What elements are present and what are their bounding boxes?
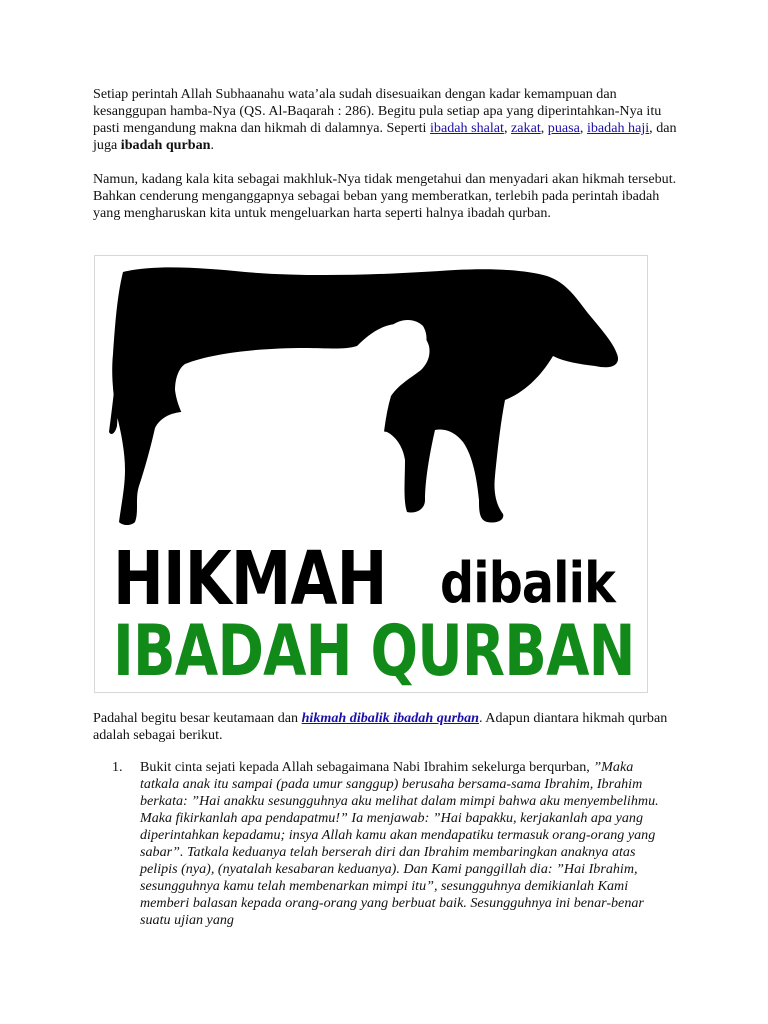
link-hikmah-text: hikmah dibalik ibadah qurban (301, 710, 479, 726)
separator-comma: , (503, 120, 512, 136)
paragraph-padahal (93, 710, 683, 744)
figure-title-line2 (113, 610, 648, 692)
qurban-illustration (94, 255, 648, 693)
paragraph-padahal-end: . Adapun diantara hikmah qurban adalah sebagai berikut. (93, 710, 668, 743)
link-puasa[interactable]: puasa (547, 120, 580, 136)
paragraph-namun: Namun, kadang kala kita sebagai makhluk-Nya tidak mengetahui dan menyadari akan hikmah tersebut. Bahkan cenderung menganggapnya sebagai beban yang memberatkan, terlebih pada perintah ibadah yang mengharuskan kita untuk mengeluarkan harta seperti halnya ibadah qurban. (93, 171, 677, 221)
list-item-number: 1. (112, 759, 123, 775)
link-ibadah-shalat[interactable]: ibadah shalat (430, 120, 504, 136)
list-item (140, 759, 670, 929)
link-zakat[interactable]: zakat (511, 120, 541, 136)
link-ibadah-haji[interactable]: ibadah haji (586, 120, 650, 136)
paragraph-intro-text: Setiap perintah Allah Subhaanahu wata’ala sudah disesuaikan dengan kadar kemampuan dan kesanggupan hamba-Nya (QS. Al-Baqarah : 286). Begitu pula setiap apa yang diperintahkan-Nya itu pasti mengandung makna dan hikmah di dalamnya. Seperti (93, 86, 662, 136)
figure-title-ibadah-qurban: IBADAH QURBAN (113, 610, 635, 692)
figure-title-line1 (113, 536, 615, 622)
bold-ibadah-qurban: ibadah qurban (120, 137, 211, 153)
paragraph-intro-end: . (210, 137, 215, 153)
separator-comma: , (540, 120, 548, 136)
paragraph-padahal-text: Padahal begitu besar keutamaan dan (93, 710, 302, 726)
list-item-intro: Bukit cinta sejati kepada Allah sebagaimana Nabi Ibrahim sekelurga berqurban, (140, 759, 594, 775)
figure-title-hikmah: HIKMAH (113, 536, 387, 622)
figure-title-dibalik: dibalik (440, 551, 615, 616)
paragraph-intro-text-b: , dan juga (93, 120, 677, 153)
separator-comma: , (579, 120, 587, 136)
link-hikmah-dibalik-ibadah-qurban[interactable] (302, 710, 479, 726)
paragraph-intro (93, 86, 683, 154)
list-item-quote: ”Maka tatkala anak itu sampai (pada umur sanggup) berusaha bersama-sama Ibrahim, Ibrahim berkata: ”Hai anakku sesungguhnya aku melihat dalam mimpi bahwa aku menyembelihmu. Maka fikirkanlah apa pendapatmu!” Ia menjawab: ”Hai bapakku, kerjakanlah apa yang diperintahkan kepadamu; insya Allah kamu akan mendapatiku termasuk orang-orang yang sabar”. Tatkala keduanya telah berserah diri dan Ibrahim membaringkan anaknya atas pelipis (nya), (nyatalah kesabaran keduanya). Dan Kami panggillah dia: ”Hai Ibrahim, sesungguhnya kamu telah membenarkan mimpi itu”, sesungguhnya demikianlah Kami memberi balasan kepada orang-orang yang berbuat baik. Sesungguhnya ini benar-benar suatu ujian yang (140, 759, 659, 928)
